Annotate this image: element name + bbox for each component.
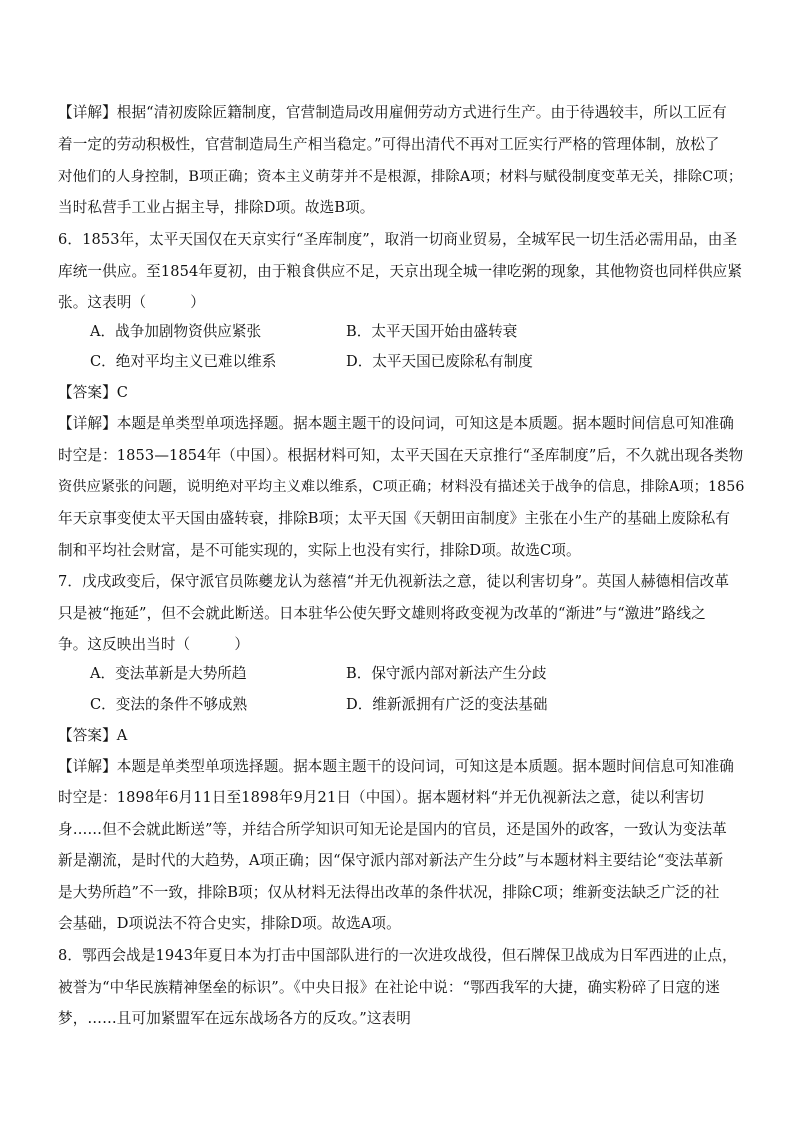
text-line: 张。这表明（ ）: [58, 294, 205, 311]
text-line: 被誉为“中华民族精神堡垒的标识”。《中央日报》在社论中说：“鄂西我军的大捷，确实粉碎了日寇的迷: [58, 979, 720, 996]
q6-option-b: B．太平天国开始由盛转衰: [346, 323, 518, 340]
text-line: 制和平均社会财富，是不可能实现的，实际上也没有实行，排除D项。故选C项。: [58, 542, 581, 559]
question-8-stem: 8．鄂西会战是1943年夏日本为打击中国部队进行的一次进攻战役，但石牌保卫战成为日军西进的止点，: [58, 947, 737, 964]
q6-option-a: A．战争加剧物资供应紧张: [90, 323, 262, 340]
text-line: 当时私营手工业占据主导，排除D项。故选B项。: [58, 199, 375, 216]
q7-option-b: B．保守派内部对新法产生分歧: [346, 665, 547, 682]
q7-option-d: D．维新派拥有广泛的变法基础: [346, 696, 548, 713]
text-line: 身……但不会就此断送”等，并结合所学知识可知无论是国内的官员，还是国外的政客，一致认为变法革: [58, 821, 727, 838]
text-line: 争。这反映出当时（ ）: [58, 636, 250, 653]
text-line: 会基础，D项说法不符合史实，排除D项。故选A项。: [58, 915, 401, 932]
q7-explanation: 【详解】本题是单类型单项选择题。据本题主题干的设问词，可知这是本质题。据本题时间信息可知准确: [58, 758, 734, 775]
text-line: 着一定的劳动积极性，官营制造局生产相当稳定。”可得出清代不再对工匠实行严格的管理体制，放松了: [58, 136, 720, 153]
text-line: 对他们的人身控制，B项正确；资本主义萌芽并不是根源，排除A项；材料与赋役制度变革无关，排除C项；: [58, 169, 743, 185]
q7-answer: 【答案】A: [58, 727, 128, 744]
text-line: 资供应紧张的问题，说明绝对平均主义难以维系，C项正确；材料没有描述关于战争的信息，排除A项；1856: [58, 479, 745, 495]
q6-explanation: 【详解】本题是单类型单项选择题。据本题主题干的设问词，可知这是本质题。据本题时间信息可知准确: [58, 415, 734, 432]
text-line: 时空是：1853—1854年（中国）。根据材料可知，太平天国在天京推行“圣库制度”后，不久就出现各类物: [58, 447, 744, 464]
text-line: 是大势所趋”不一致，排除B项；仅从材料无法得出改革的条件状况，排除C项；维新变法缺乏广泛的社: [58, 884, 720, 901]
text-line: 梦，……且可加紧盟军在远东战场各方的反攻。”这表明: [58, 1010, 411, 1027]
text-line: 只是被“拖延”，但不会就此断送。日本驻华公使矢野文雄则将政变视为改革的“渐进”与“激进”路线之: [58, 605, 706, 622]
q7-option-a: A．变法革新是大势所趋: [90, 665, 247, 682]
text-line: 年天京事变使太平天国由盛转衰，排除B项；太平天国《天朝田亩制度》主张在小生产的基础上废除私有: [58, 510, 731, 527]
q6-option-c: C．绝对平均主义已难以维系: [90, 353, 277, 370]
text-line: 时空是：1898年6月11日至1898年9月21日（中国）。据本题材料“并无仇视新法之意，徒以利害切: [58, 789, 704, 806]
q6-option-d: D．太平天国已废除私有制度: [346, 353, 533, 370]
q6-answer: 【答案】C: [58, 384, 129, 401]
question-6-stem: 6．1853年，太平天国仅在天京实行“圣库制度”，取消一切商业贸易，全城军民一切生活必需用品，由圣: [58, 231, 738, 248]
text-line: 新是潮流，是时代的大趋势，A项正确；因“保守派内部对新法产生分歧”与本题材料主要结论“变法革新: [58, 852, 724, 869]
text-line: 【详解】根据“清初废除匠籍制度，官营制造局改用雇佣劳动方式进行生产。由于待遇较丰，所以工匠有: [58, 104, 727, 121]
text-line: 库统一供应。至1854年夏初，由于粮食供应不足，天京出现全城一律吃粥的现象，其他物资也同样供应紧: [58, 263, 743, 280]
q7-option-c: C．变法的条件不够成熟: [90, 696, 248, 713]
question-7-stem: 7．戊戌政变后，保守派官员陈夔龙认为慈禧“并无仇视新法之意，徒以利害切身”。英国人赫德相信改革: [58, 573, 730, 590]
